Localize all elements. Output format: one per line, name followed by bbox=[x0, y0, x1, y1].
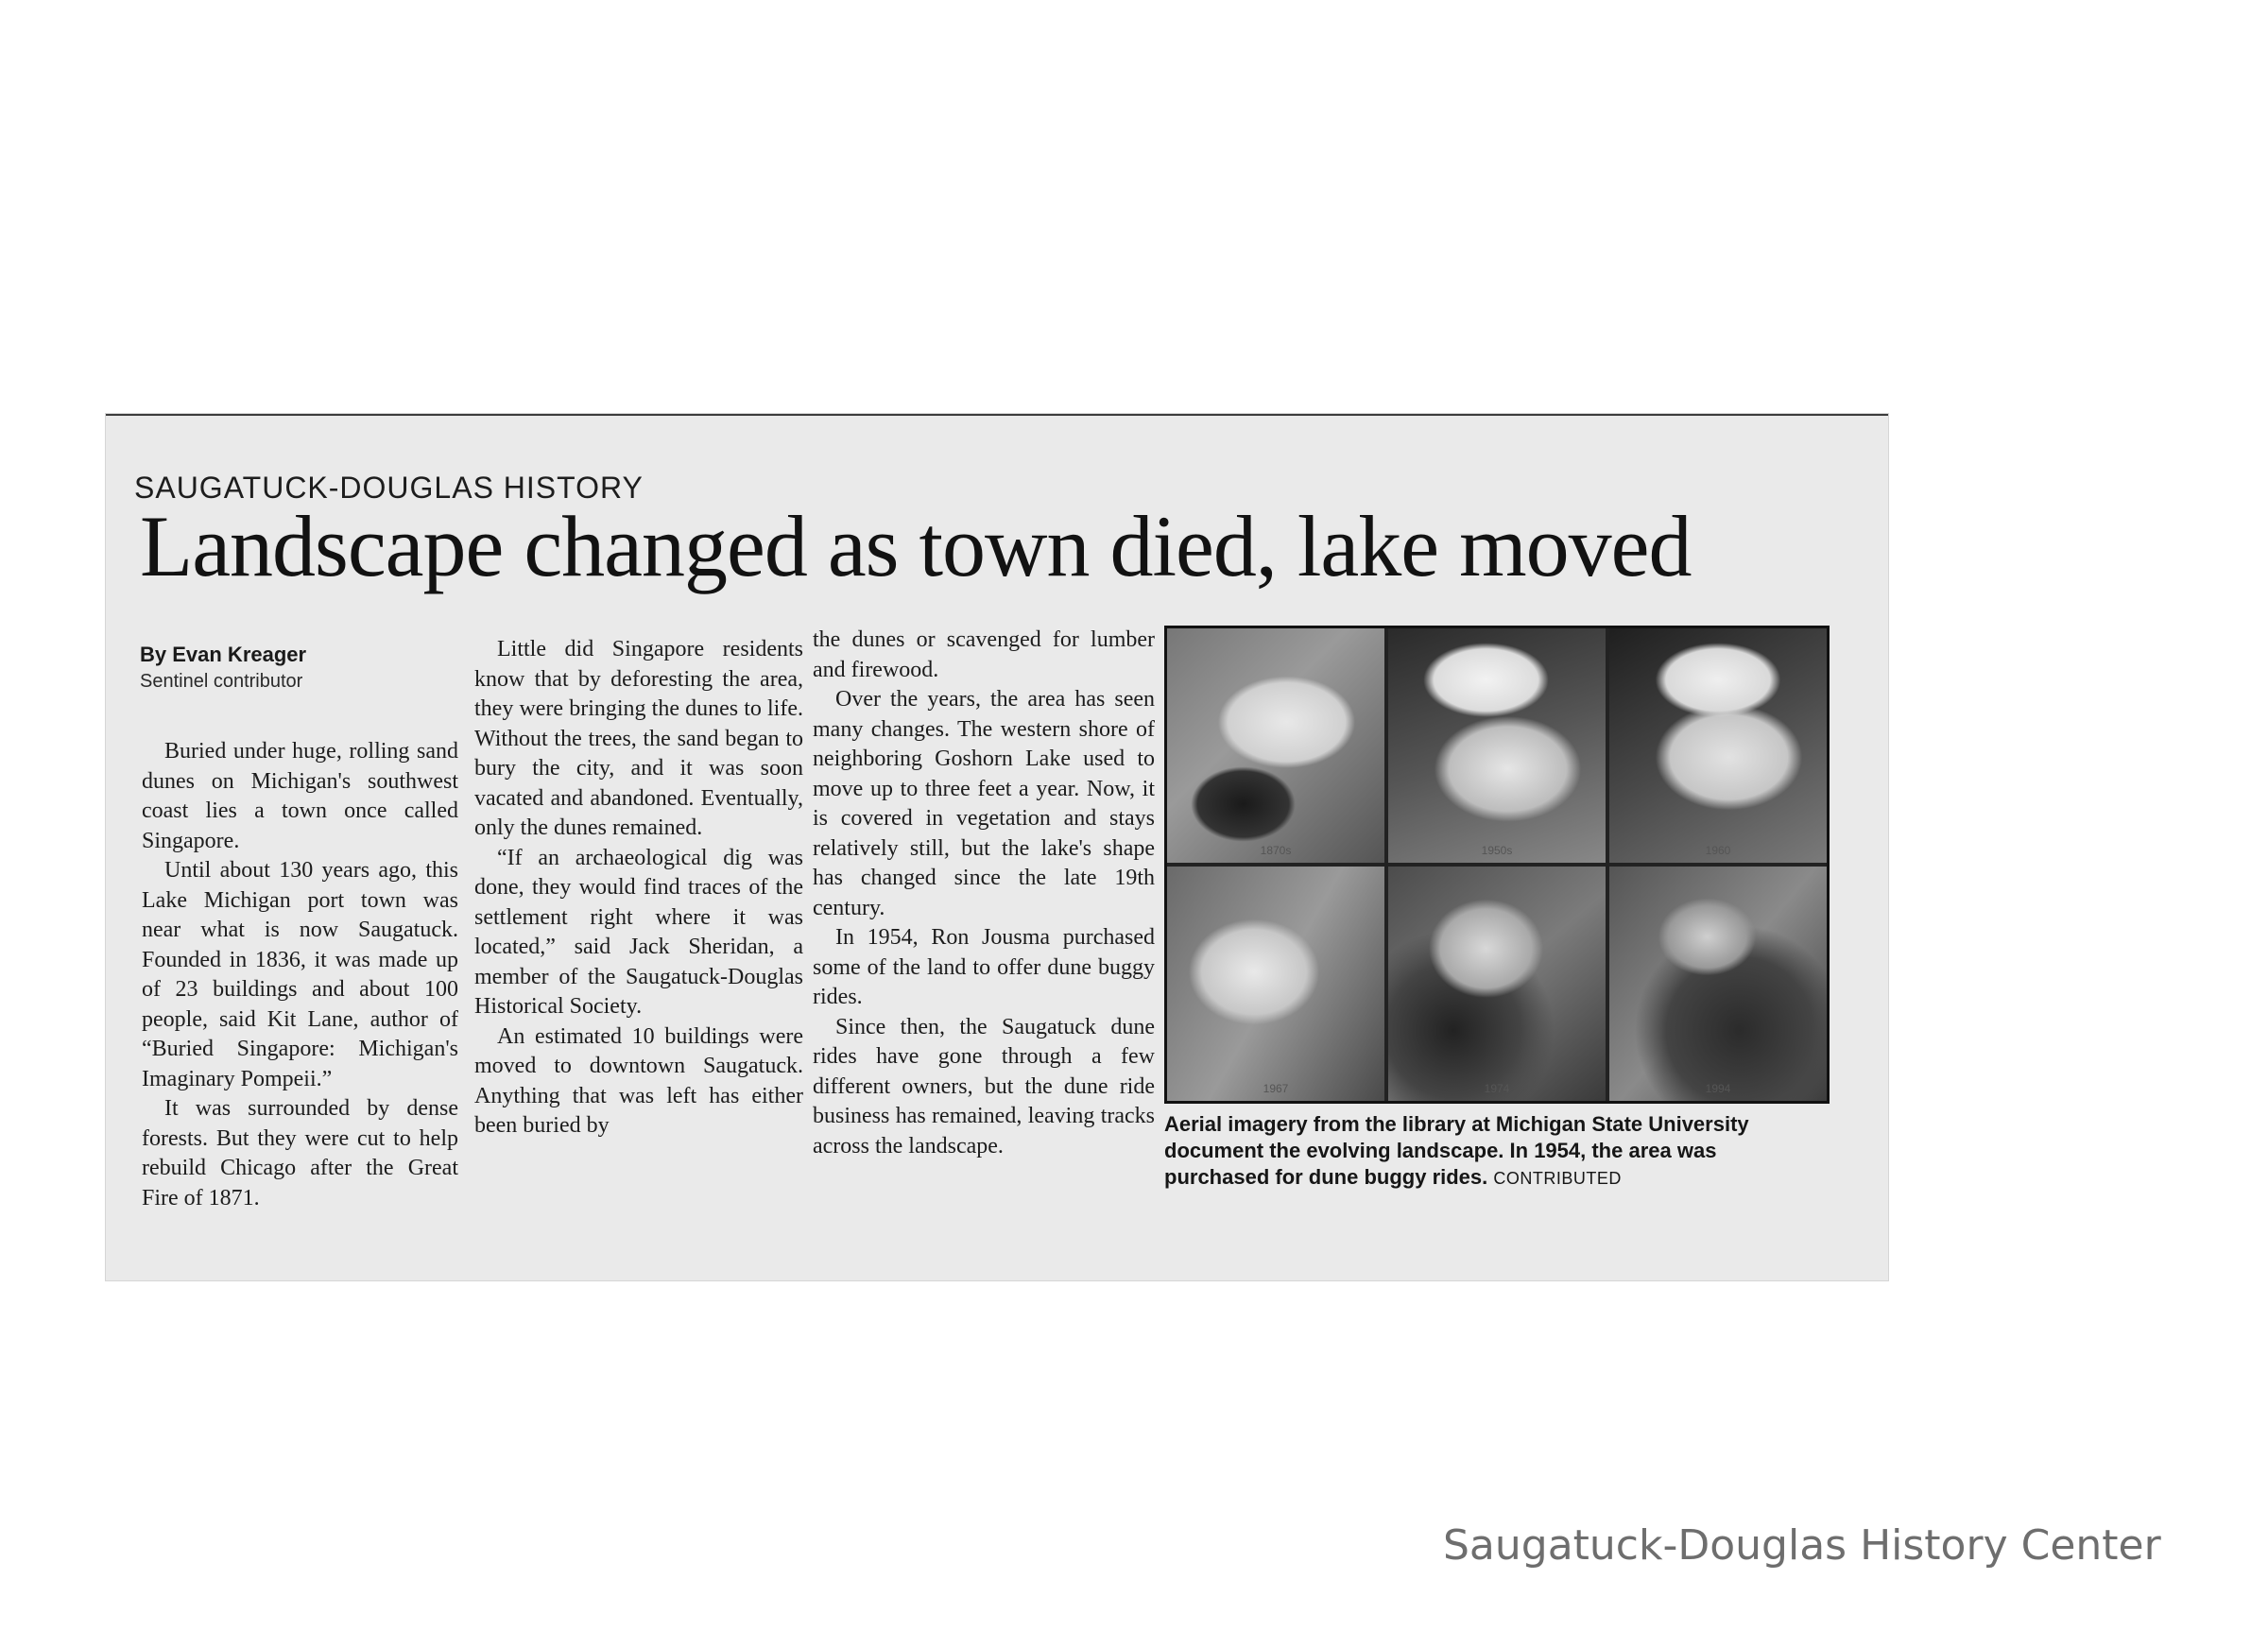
headline: Landscape changed as town died, lake moved bbox=[140, 498, 1692, 594]
aerial-photo bbox=[1167, 628, 1384, 863]
photo-year-label: 1974 bbox=[1484, 1082, 1510, 1095]
author-name: By Evan Kreager bbox=[140, 643, 307, 666]
aerial-photo bbox=[1609, 628, 1827, 863]
article-paragraph: “If an archaeological dig was done, they would find traces of the settlement right where it was located,” said Jack Sheridan, a member of the Saugatuck-Douglas Historical Society. bbox=[474, 845, 803, 1019]
photo-year-label: 1960 bbox=[1705, 844, 1731, 857]
article-paragraph: An estimated 10 buildings were moved to downtown Saugatuck. Anything that was left has either been buried by bbox=[474, 1023, 803, 1138]
section-kicker: SAUGATUCK-DOUGLAS HISTORY bbox=[134, 471, 644, 505]
aerial-photo bbox=[1609, 867, 1827, 1101]
article-column-1 bbox=[142, 737, 458, 1213]
article-column-3 bbox=[813, 626, 1155, 1161]
photo-credit: CONTRIBUTED bbox=[1493, 1169, 1622, 1188]
aerial-photo-grid bbox=[1164, 626, 1830, 1104]
article-paragraph: the dunes or scavenged for lumber and firewood. bbox=[813, 627, 1155, 682]
newspaper-clipping bbox=[106, 414, 1888, 1280]
article-paragraph: Over the years, the area has seen many changes. The western shore of neighboring Goshorn Lake used to move up to three feet a year. Now, it is covered in vegetation and stays relatively still, but the lake's shape has changed since the late 19th century. bbox=[813, 687, 1155, 920]
aerial-photo bbox=[1388, 867, 1606, 1101]
author-role: Sentinel contributor bbox=[140, 671, 303, 692]
photo-year-label: 1994 bbox=[1705, 1082, 1731, 1095]
aerial-photo bbox=[1167, 867, 1384, 1101]
photo-year-label: 1950s bbox=[1481, 844, 1513, 857]
article-paragraph: Since then, the Saugatuck dune rides have gone through a few different owners, but the dune ride business has remained, leaving tracks across the landscape. bbox=[813, 1014, 1155, 1159]
article-paragraph: Buried under huge, rolling sand dunes on Michigan's southwest coast lies a town once called Singapore. bbox=[142, 739, 458, 853]
article-column-2 bbox=[474, 635, 803, 1142]
photo-year-label: 1967 bbox=[1263, 1082, 1289, 1095]
archive-watermark: Saugatuck-Douglas History Center bbox=[1443, 1521, 2161, 1570]
photo-caption bbox=[1164, 1111, 1826, 1192]
byline bbox=[140, 643, 306, 693]
article-paragraph: Little did Singapore residents know that by deforesting the area, they were bringing the dunes to life. Without the trees, the sand began to bury the city, and it was soon vacated and abandoned. Eventually, only the dunes remained. bbox=[474, 637, 803, 840]
caption-text: Aerial imagery from the library at Michigan State University document the evolving landscape. In 1954, the area was purchased for dune buggy rides. bbox=[1164, 1112, 1749, 1189]
aerial-photo bbox=[1388, 628, 1606, 863]
article-paragraph: In 1954, Ron Jousma purchased some of the land to offer dune buggy rides. bbox=[813, 925, 1155, 1009]
article-paragraph: Until about 130 years ago, this Lake Michigan port town was near what is now Saugatuck. Founded in 1836, it was made up of 23 buildings and about 100 people, said Kit Lane, author of “Buried Singapore: Michigan's Imaginary Pompeii.” bbox=[142, 858, 458, 1091]
photo-year-label: 1870s bbox=[1260, 844, 1292, 857]
article-paragraph: It was surrounded by dense forests. But they were cut to help rebuild Chicago after the Great Fire of 1871. bbox=[142, 1096, 458, 1210]
